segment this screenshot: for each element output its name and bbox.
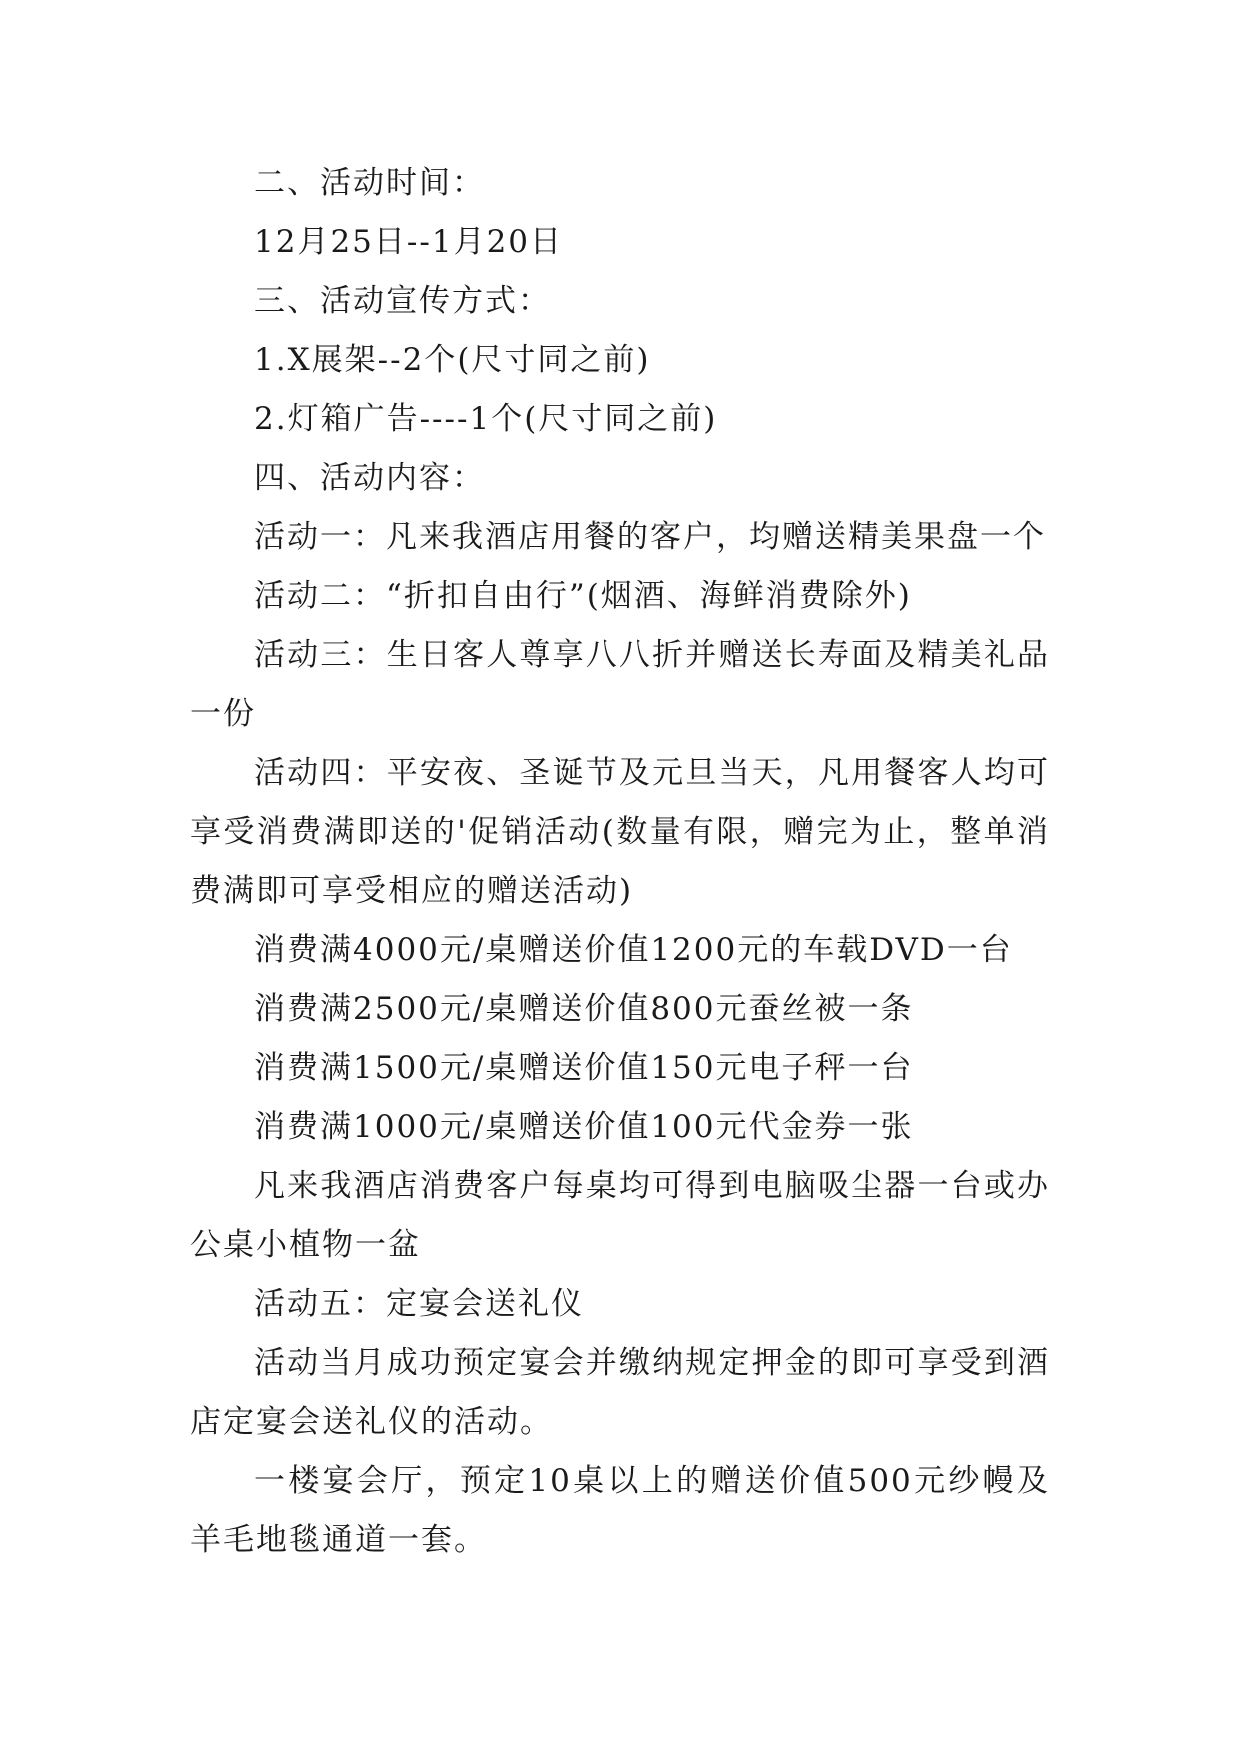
- document-body: [190, 154, 1050, 1570]
- section-heading-promotion-methods: 三、活动宣传方式：: [254, 283, 551, 319]
- spend-tier-1000: 消费满1000元/桌赠送价值100元代金券一张: [254, 1109, 914, 1145]
- promotion-item-x-banner: 1.X展架--2个(尺寸同之前): [254, 342, 651, 378]
- activity-five: 活动五：定宴会送礼仪: [254, 1286, 584, 1322]
- activity-one: 活动一：凡来我酒店用餐的客户，均赠送精美果盘一个: [254, 519, 1046, 555]
- promotion-item-lightbox: 2.灯箱广告----1个(尺寸同之前): [254, 401, 718, 437]
- activity-date-range: 12月25日--1月20日: [254, 224, 564, 260]
- per-table-gift: 凡来我酒店消费客户每桌均可得到电脑吸尘器一台或办公桌小植物一盆: [190, 1168, 1050, 1263]
- spend-tier-1500: 消费满1500元/桌赠送价值150元电子秤一台: [254, 1050, 914, 1086]
- section-heading-activity-content: 四、活动内容：: [254, 460, 485, 496]
- activity-two: 活动二：“折扣自由行”(烟酒、海鲜消费除外): [254, 578, 912, 614]
- spend-tier-2500: 消费满2500元/桌赠送价值800元蚕丝被一条: [254, 991, 914, 1027]
- spend-tier-4000: 消费满4000元/桌赠送价值1200元的车载DVD一台: [254, 932, 1013, 968]
- banquet-booking-offer: 活动当月成功预定宴会并缴纳规定押金的即可享受到酒店定宴会送礼仪的活动。: [190, 1345, 1050, 1440]
- banquet-hall-offer: 一楼宴会厅，预定10桌以上的赠送价值500元纱幔及羊毛地毯通道一套。: [190, 1463, 1050, 1558]
- activity-three: 活动三：生日客人尊享八八折并赠送长寿面及精美礼品一份: [190, 637, 1050, 732]
- section-heading-activity-time: 二、活动时间：: [254, 165, 485, 201]
- activity-four: 活动四：平安夜、圣诞节及元旦当天，凡用餐客人均可享受消费满即送的'促销活动(数量有限，赠完为止，整单消费满即可享受相应的赠送活动): [190, 755, 1050, 909]
